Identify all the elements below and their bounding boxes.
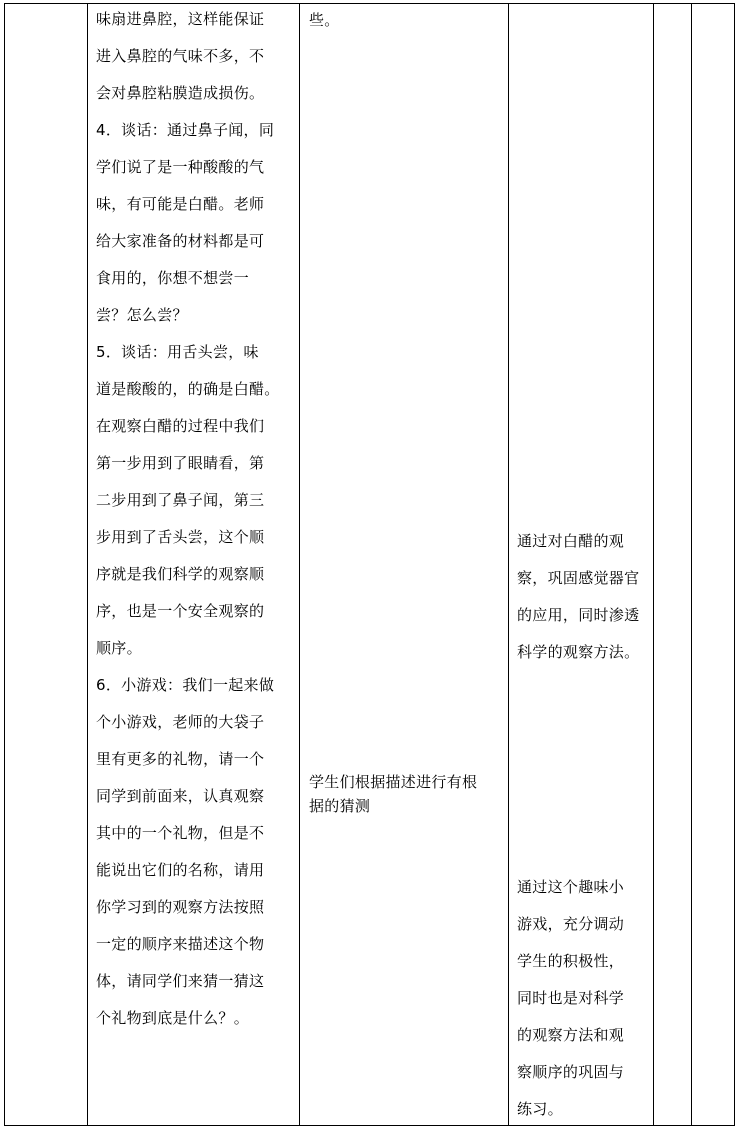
text-line: 里有更多的礼物，请一个 [96,750,265,768]
text-line: 练习。 [517,1100,563,1118]
text-line: 据的猜测 [309,797,371,815]
column-divider-3 [508,3,509,1126]
text-line: 一定的顺序来描述这个物 [96,935,265,953]
table-top-border [4,3,735,4]
text-line: 个小游戏，老师的大袋子 [96,713,265,731]
text-line: 通过对白醋的观 [517,532,625,550]
text-line: 学生的积极性， [517,952,625,970]
column-divider-5 [691,3,692,1126]
text-line: 5．谈话：用舌头尝，味 [96,343,259,361]
table-bottom-border [4,1125,735,1126]
text-line: 游戏，充分调动 [517,915,625,933]
column-divider-4 [653,3,654,1126]
text-line: 道是酸酸的，的确是白醋。 [96,380,280,398]
column-divider-2 [299,3,300,1126]
text-line: 步用到了舌头尝，这个顺 [96,528,265,546]
column-divider-1 [87,3,88,1126]
text-line: 学们说了是一种酸酸的气 [96,158,265,176]
text-line: 序就是我们科学的观察顺 [96,565,265,583]
text-line: 其中的一个礼物，但是不 [96,824,265,842]
table-right-border [734,3,735,1126]
text-line: 在观察白醋的过程中我们 [96,417,265,435]
text-line: 同时也是对科学 [517,989,625,1007]
text-line: 4．谈话：通过鼻子闻，同 [96,121,275,139]
text-line: 6．小游戏：我们一起来做 [96,676,275,694]
text-line: 顺序。 [96,639,142,657]
text-line: 进入鼻腔的气味不多，不 [96,47,265,65]
text-line: 同学到前面来，认真观察 [96,787,265,805]
text-line: 味，有可能是白醋。老师 [96,195,265,213]
text-line: 体，请同学们来猜一猜这 [96,972,265,990]
table-left-border [4,3,5,1126]
text-line: 会对鼻腔粘膜造成损伤。 [96,84,265,102]
text-line: 个礼物到底是什么？。 [96,1009,250,1027]
text-line: 通过这个趣味小 [517,878,625,896]
text-line: 尝？怎么尝？ [96,306,188,324]
text-line: 的观察方法和观 [517,1026,625,1044]
text-line: 序，也是一个安全观察的 [96,602,265,620]
text-line: 第一步用到了眼睛看，第 [96,454,265,472]
text-line: 食用的，你想不想尝一 [96,269,250,287]
text-line: 给大家准备的材料都是可 [96,232,265,250]
text-line: 的应用，同时渗透 [517,606,640,624]
text-line: 二步用到了鼻子闻，第三 [96,491,265,509]
text-line: 味扇进鼻腔，这样能保证 [96,10,265,28]
text-line: 能说出它们的名称，请用 [96,861,265,879]
text-line: 学生们根据描述进行有根 [309,773,478,791]
text-line: 察，巩固感觉器官 [517,569,640,587]
text-line: 察顺序的巩固与 [517,1063,625,1081]
text-line: 科学的观察方法。 [517,643,640,661]
text-line: 些。 [309,11,340,29]
text-line: 你学习到的观察方法按照 [96,898,265,916]
